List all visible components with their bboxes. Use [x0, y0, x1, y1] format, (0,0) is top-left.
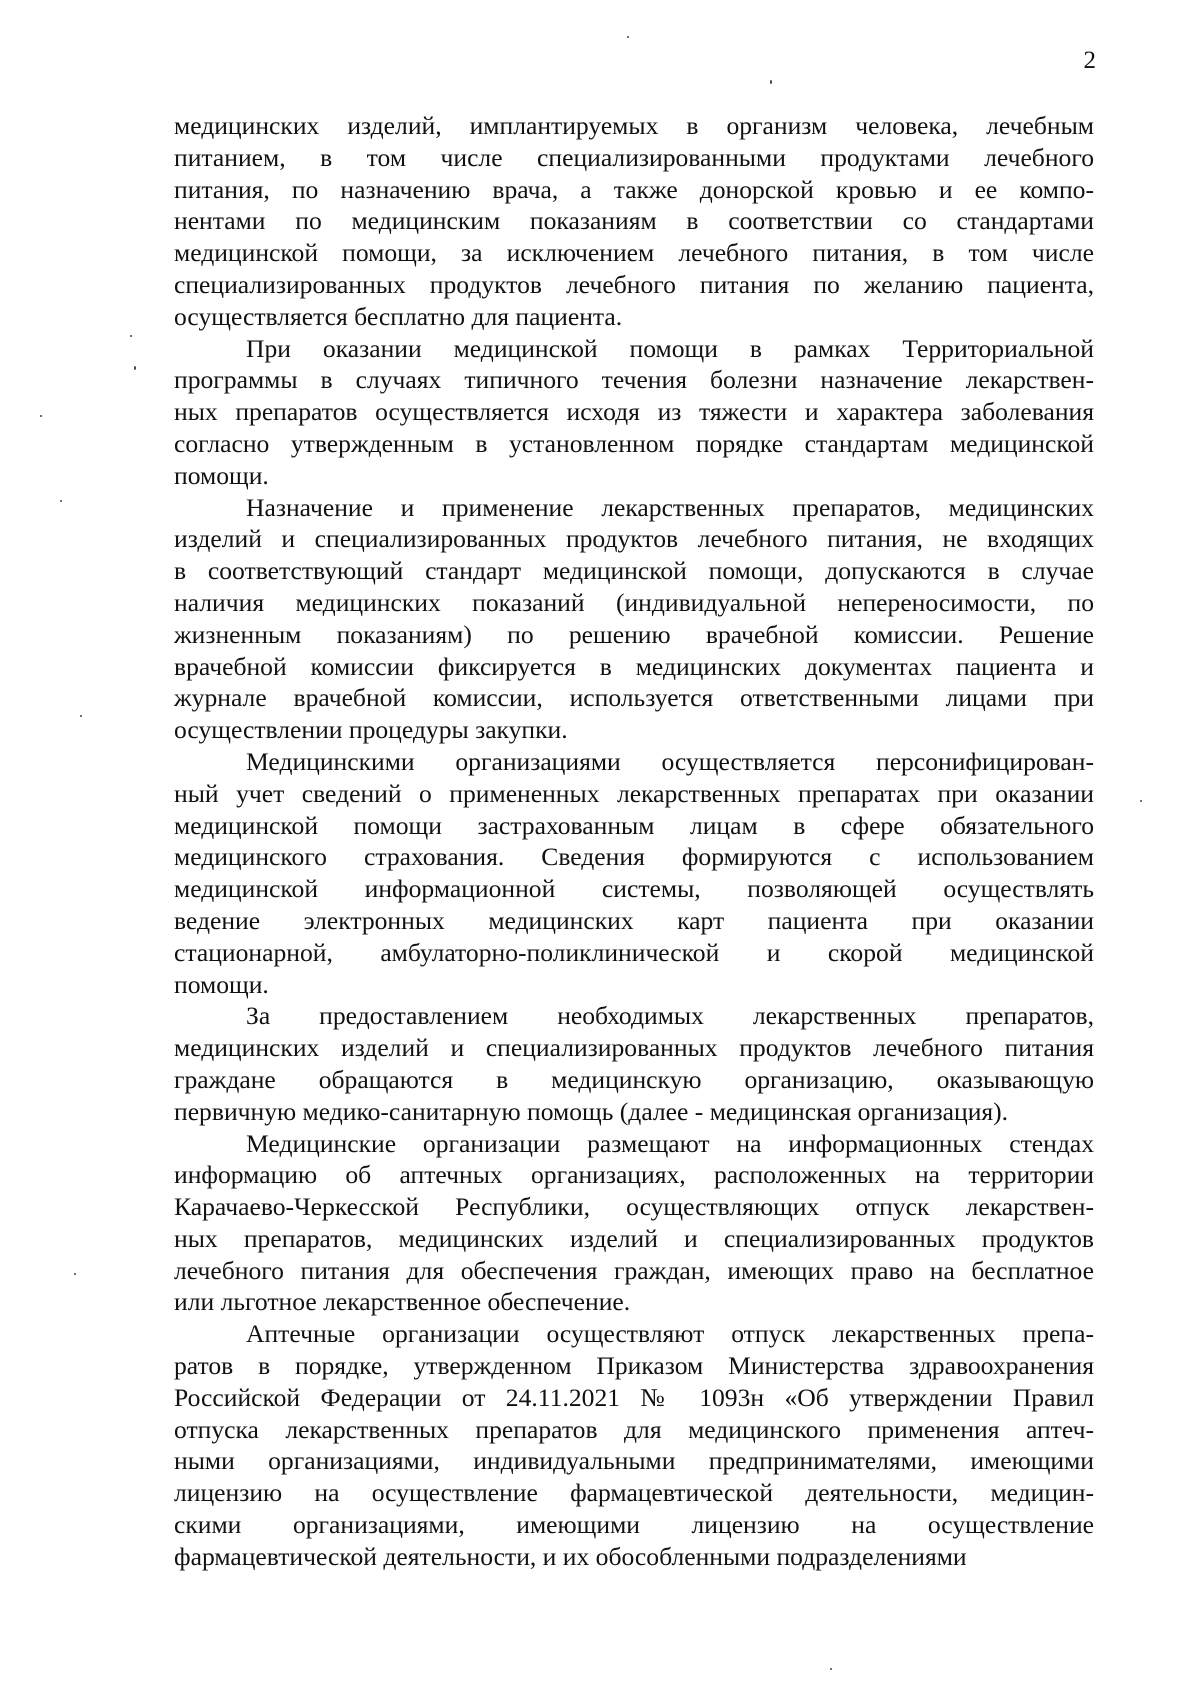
scan-speck: [40, 415, 42, 417]
text-line: помощи.: [174, 969, 269, 999]
text-line: медицинской помощи застрахованным лицам в сфере обязательного: [174, 810, 1094, 840]
text-line: питанием, в том числе специализированными продуктами лечебного: [174, 142, 1094, 172]
scan-speck: [74, 1273, 76, 1275]
document-text-body: [174, 110, 1094, 1573]
text-line: программы в случаях типичного течения болезни назначение лекарствен-: [174, 365, 1094, 395]
text-line: информацию об аптечных организациях, расположенных на территории: [174, 1160, 1094, 1190]
paragraph: [174, 492, 1094, 746]
text-line: За предоставлением необходимых лекарственных препаратов,: [246, 1001, 1094, 1031]
text-line: осуществляется бесплатно для пациента.: [174, 301, 623, 331]
text-line: ными организациями, индивидуальными предпринимателями, имеющими: [174, 1446, 1094, 1476]
text-line: ный учет сведений о примененных лекарственных препаратах при оказании: [174, 778, 1094, 808]
text-line: ных препаратов осуществляется исходя из тяжести и характера заболевания: [174, 397, 1094, 427]
paragraph: [174, 1128, 1094, 1319]
scan-speck: [1140, 800, 1142, 802]
text-line: жизненным показаниям) по решению врачебной комиссии. Решение: [174, 619, 1094, 649]
paragraph: [174, 1318, 1094, 1572]
text-line: специализированных продуктов лечебного питания по желанию пациента,: [174, 269, 1094, 299]
text-line: наличия медицинских показаний (индивидуальной непереносимости, по: [174, 587, 1094, 617]
page-number: 2: [1083, 47, 1096, 74]
paragraph: [174, 746, 1094, 1000]
text-line: помощи.: [174, 460, 269, 490]
text-line: ратов в порядке, утвержденном Приказом Министерства здравоохранения: [174, 1351, 1094, 1381]
text-line: Аптечные организации осуществляют отпуск лекарственных препа-: [246, 1319, 1094, 1349]
text-line: скими организациями, имеющими лицензию на осуществление: [174, 1510, 1094, 1540]
text-line: согласно утвержденным в установленном порядке стандартам медицинской: [174, 428, 1094, 458]
text-line: нентами по медицинским показаниям в соответствии со стандартами: [174, 206, 1094, 236]
scan-speck: [80, 715, 82, 717]
text-line: Российской Федерации от 24.11.2021 № 1093н «Об утверждении Правил: [174, 1382, 1094, 1412]
paragraph: [174, 1000, 1094, 1127]
paragraph: [174, 333, 1094, 492]
text-line: врачебной комиссии фиксируется в медицинских документах пациента и: [174, 651, 1094, 681]
text-line: Карачаево-Черкесской Республики, осуществляющих отпуск лекарствен-: [174, 1192, 1094, 1222]
text-line: или льготное лекарственное обеспечение.: [174, 1287, 631, 1317]
text-line: медицинских изделий, имплантируемых в организм человека, лечебным: [174, 111, 1094, 140]
text-line: Медицинские организации размещают на информационных стендах: [246, 1128, 1094, 1158]
text-line: осуществлении процедуры закупки.: [174, 715, 568, 745]
text-line: питания, по назначению врача, а также донорской кровью и ее компо-: [174, 174, 1094, 204]
text-line: изделий и специализированных продуктов лечебного питания, не входящих: [174, 524, 1094, 554]
text-line: При оказании медицинской помощи в рамках Территориальной: [246, 333, 1094, 363]
text-line: медицинского страхования. Сведения формируются с использованием: [174, 842, 1094, 872]
text-line: медицинской информационной системы, позволяющей осуществлять: [174, 874, 1094, 904]
text-line: граждане обращаются в медицинскую организацию, оказывающую: [174, 1064, 1094, 1094]
text-line: медицинской помощи, за исключением лечебного питания, в том числе: [174, 238, 1094, 268]
text-line: ведение электронных медицинских карт пациента при оказании: [174, 905, 1094, 935]
paragraph: [174, 110, 1094, 333]
scan-speck: [134, 366, 136, 370]
text-line: Медицинскими организациями осуществляется персонифицирован-: [246, 746, 1094, 776]
scan-speck: [130, 335, 132, 337]
text-line: фармацевтической деятельности, и их обособленными подразделениями: [174, 1541, 967, 1571]
text-line: лицензию на осуществление фармацевтической деятельности, медицин-: [174, 1478, 1094, 1508]
text-line: Назначение и применение лекарственных препаратов, медицинских: [246, 492, 1094, 522]
scan-speck: [770, 80, 772, 84]
text-line: журнале врачебной комиссии, используется ответственными лицами при: [174, 683, 1094, 713]
text-line: первичную медико-санитарную помощь (далее - медицинская организация).: [174, 1096, 1009, 1126]
text-line: медицинских изделий и специализированных продуктов лечебного питания: [174, 1033, 1094, 1063]
text-line: лечебного питания для обеспечения граждан, имеющих право на бесплатное: [174, 1255, 1094, 1285]
scan-speck: [830, 1668, 832, 1670]
scan-speck: [60, 500, 62, 502]
text-line: стационарной, амбулаторно-поликлинической и скорой медицинской: [174, 937, 1094, 967]
text-line: ных препаратов, медицинских изделий и специализированных продуктов: [174, 1223, 1094, 1253]
text-line: в соответствующий стандарт медицинской помощи, допускаются в случае: [174, 556, 1094, 586]
text-line: отпуска лекарственных препаратов для медицинского применения аптеч-: [174, 1414, 1094, 1444]
scan-speck: [627, 36, 629, 38]
